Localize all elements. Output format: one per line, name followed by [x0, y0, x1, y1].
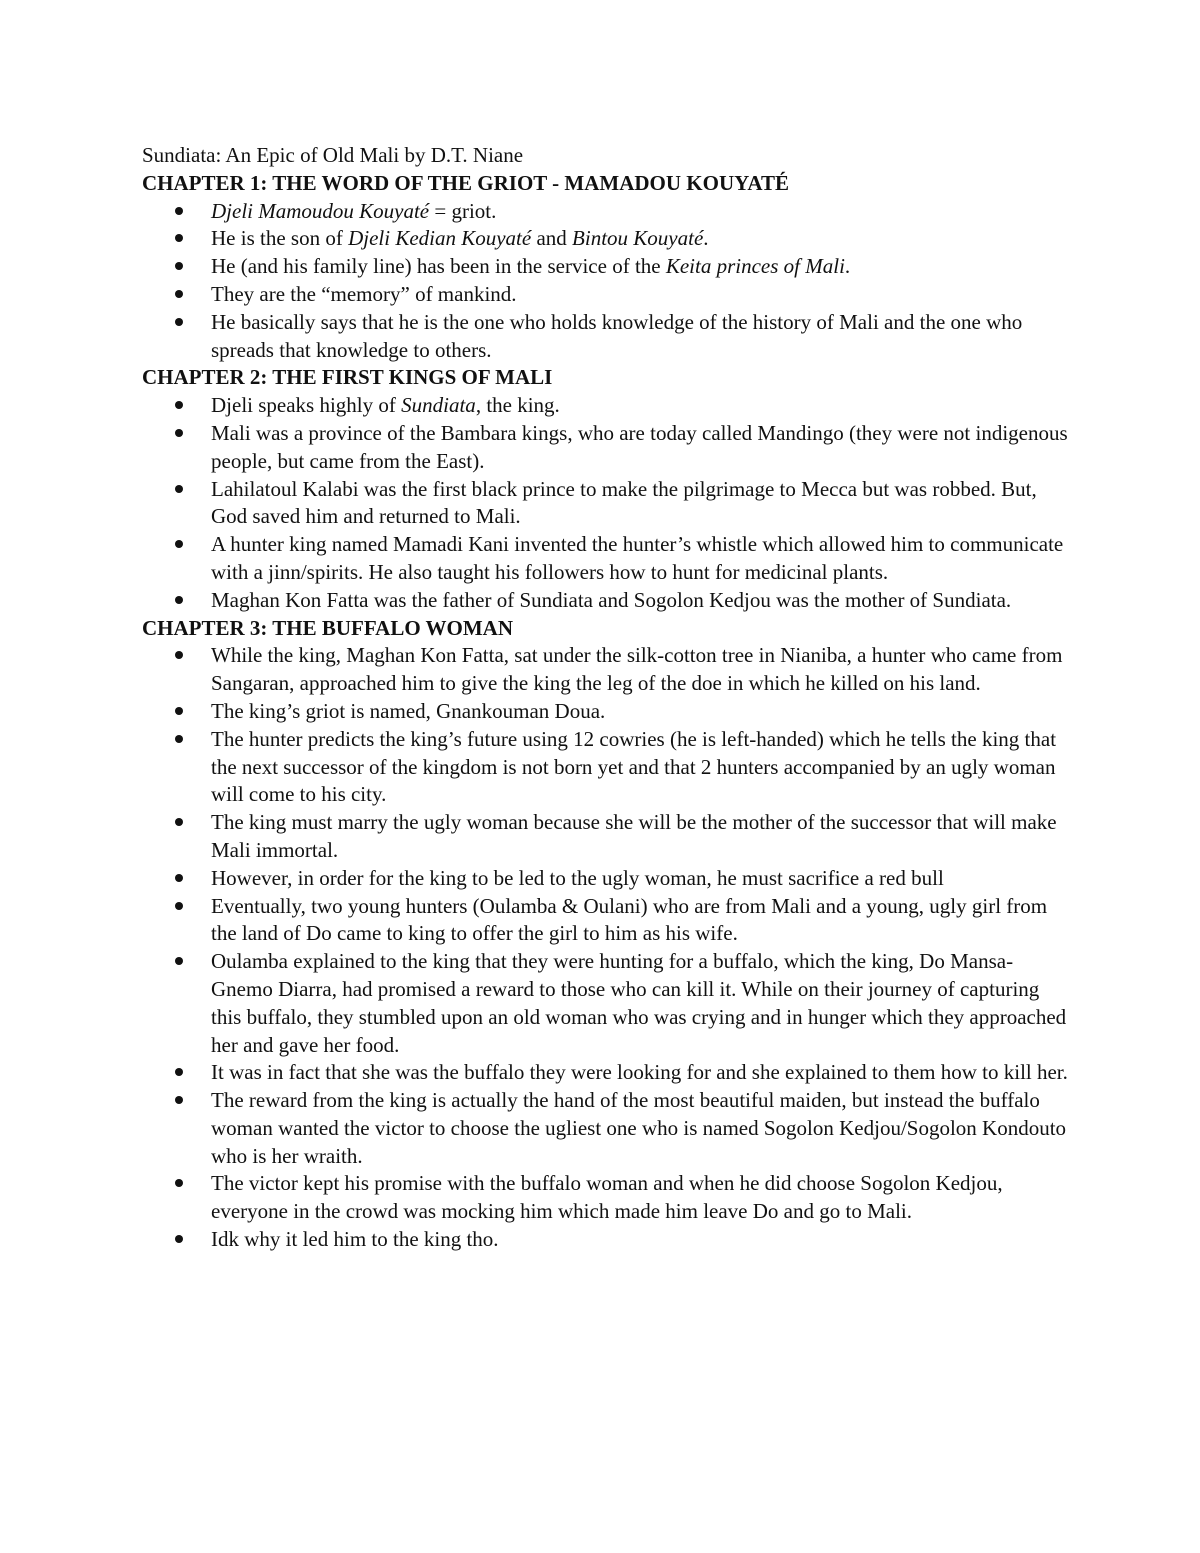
bullet-point-icon [175, 429, 183, 437]
text-segment: He (and his family line) has been in the service of the [211, 254, 666, 279]
text-segment: He is the son of [211, 226, 349, 251]
list-item [211, 1087, 1072, 1170]
bullet-point-icon [175, 401, 183, 409]
bullet-point-icon [175, 735, 183, 743]
text-segment: Eventually, two young hunters (Oulamba & Oulani) who are from Mali and a young, ugly girl from the land of Do came to king to offer the girl to him as his wife. [211, 893, 1048, 946]
text-segment: and [531, 226, 573, 251]
text-segment: The victor kept his promise with the buffalo woman and when he did choose Sogolon Kedjou, everyone in the crowd was mocking him which made him leave Do and go to Mali. [211, 1171, 1003, 1224]
chapter-bullet-list [142, 642, 1072, 1254]
list-item [211, 1226, 1072, 1254]
bullet-point-icon [175, 1179, 183, 1187]
text-segment: , the king. [475, 393, 560, 418]
list-item [211, 642, 1072, 698]
list-item [211, 225, 1072, 253]
bullet-point-icon [175, 651, 183, 659]
bullet-point-icon [175, 1096, 183, 1104]
text-segment: While the king, Maghan Kon Fatta, sat under the silk-cotton tree in Nianiba, a hunter who came from Sangaran, approached him to give the king the leg of the doe in which he killed on his land. [211, 643, 1063, 696]
list-item [211, 309, 1072, 365]
italic-text-segment: Bintou Kouyaté [572, 226, 704, 251]
bullet-point-icon [175, 874, 183, 882]
bullet-point-icon [175, 540, 183, 548]
list-item [211, 392, 1072, 420]
italic-text-segment: Sundiata [401, 393, 476, 418]
text-segment: The king’s griot is named, Gnankouman Doua. [211, 698, 606, 723]
text-segment: Lahilatoul Kalabi was the first black prince to make the pilgrimage to Mecca but was robbed. But, God saved him and returned to Mali. [211, 476, 1037, 529]
list-item [211, 476, 1072, 532]
text-segment: He basically says that he is the one who holds knowledge of the history of Mali and the one who spreads that knowledge to others. [211, 309, 1023, 362]
bullet-point-icon [175, 1235, 183, 1243]
text-segment: However, in order for the king to be led to the ugly woman, he must sacrifice a red bull [211, 865, 944, 890]
list-item [211, 865, 1072, 893]
bullet-point-icon [175, 707, 183, 715]
bullet-point-icon [175, 902, 183, 910]
bullet-point-icon [175, 318, 183, 326]
chapter-bullet-list [142, 392, 1072, 614]
text-segment: Idk why it led him to the king tho. [211, 1227, 499, 1252]
bullet-point-icon [175, 596, 183, 604]
list-item [211, 809, 1072, 865]
chapter-heading: CHAPTER 1: THE WORD OF THE GRIOT - MAMADOU KOUYATÉ [142, 170, 789, 195]
text-segment: . [703, 226, 709, 251]
text-segment: The hunter predicts the king’s future using 12 cowries (he is left-handed) which he tells the king that the next successor of the kingdom is not born yet and that 2 hunters accompanied by an ugly woman will come to his city. [211, 726, 1057, 807]
text-segment: A hunter king named Mamadi Kani invented the hunter’s whistle which allowed him to communicate with a jinn/spirits. He also taught his followers how to hunt for medicinal plants. [211, 532, 1064, 584]
document-page [142, 142, 1072, 1254]
italic-text-segment: Djeli Mamoudou Kouyaté [211, 198, 430, 223]
list-item [211, 948, 1072, 1059]
chapter-heading: CHAPTER 3: THE BUFFALO WOMAN [142, 615, 514, 640]
italic-text-segment: Djeli Kedian Kouyaté [348, 226, 532, 251]
chapters-container [142, 170, 1072, 1254]
text-segment: Maghan Kon Fatta was the father of Sundiata and Sogolon Kedjou was the mother of Sundiata. [211, 587, 1012, 612]
list-item [211, 281, 1072, 309]
list-item [211, 587, 1072, 615]
list-item [211, 893, 1072, 949]
chapter-bullet-list [142, 198, 1072, 365]
bullet-point-icon [175, 262, 183, 270]
list-item [211, 726, 1072, 809]
text-segment: The reward from the king is actually the hand of the most beautiful maiden, but instead the buffalo woman wanted the victor to choose the ugliest one who is named Sogolon Kedjou/Sogolon Kondouto who is her wraith. [211, 1088, 1067, 1168]
bullet-point-icon [175, 290, 183, 298]
text-segment: Mali was a province of the Bambara kings, who are today called Mandingo (they were not indigenous people, but came from the East). [211, 420, 1068, 473]
text-segment: The king must marry the ugly woman because she will be the mother of the successor that will make Mali immortal. [211, 810, 1057, 862]
list-item [211, 253, 1072, 281]
bullet-point-icon [175, 207, 183, 215]
bullet-point-icon [175, 957, 183, 965]
bullet-point-icon [175, 234, 183, 242]
list-item [211, 1059, 1072, 1087]
chapter-heading: CHAPTER 2: THE FIRST KINGS OF MALI [142, 365, 553, 390]
text-segment: Oulamba explained to the king that they were hunting for a buffalo, which the king, Do Mansa-Gnemo Diarra, had promised a reward to those who can kill it. While on their journey of capturing this buffalo, they stumbled upon an old woman who was crying and in hunger which they approached her and gave her food. [211, 949, 1067, 1057]
list-item [211, 420, 1072, 476]
bullet-point-icon [175, 1068, 183, 1076]
text-segment: They are the “memory” of mankind. [211, 281, 517, 306]
text-segment: = griot. [429, 198, 497, 223]
text-segment: It was in fact that she was the buffalo they were looking for and she explained to them how to kill her. [211, 1060, 1068, 1085]
bullet-point-icon [175, 818, 183, 826]
document-title: Sundiata: An Epic of Old Mali by D.T. Niane [142, 143, 524, 167]
list-item [211, 1170, 1072, 1226]
list-item [211, 531, 1072, 587]
text-segment: . [844, 254, 851, 279]
text-segment: Djeli speaks highly of [211, 393, 402, 418]
italic-text-segment: Keita princes of Mali [665, 254, 845, 279]
bullet-point-icon [175, 485, 183, 493]
list-item [211, 198, 1072, 226]
list-item [211, 698, 1072, 726]
